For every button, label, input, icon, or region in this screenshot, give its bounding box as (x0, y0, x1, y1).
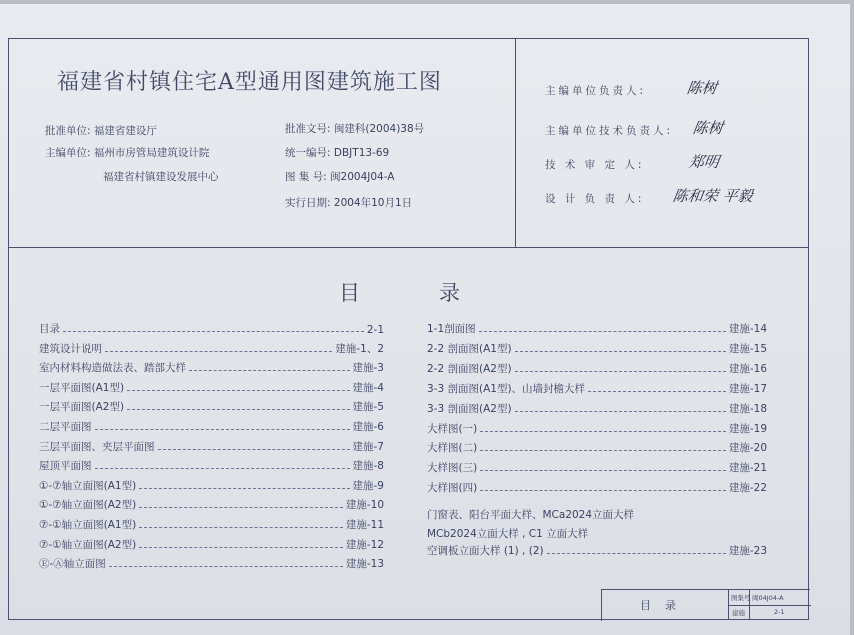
toc-entry[interactable] (39, 322, 384, 336)
toc-entry-title: 大样图(四) (427, 482, 478, 495)
drawing-frame (8, 38, 809, 620)
header-bottom-line (9, 247, 808, 248)
toc-entry[interactable] (39, 459, 384, 473)
toc-entry-page: 建施-13 (345, 558, 384, 571)
toc-entry-page: 建施-1、2 (335, 342, 384, 355)
effective-date: 实行日期: 2004年10月1日 (285, 197, 413, 209)
toc-title-left: 目 (339, 281, 360, 305)
title-block-drawing-label: 建施 (732, 609, 745, 617)
title-block-drawing-value: 2-1 (774, 608, 785, 616)
toc-entry-title: ⑦-①轴立面图(A2型) (39, 538, 137, 551)
toc-entry-page: 建施-8 (352, 460, 384, 473)
toc-leader (105, 351, 332, 352)
toc-entry-page: 建施-11 (345, 519, 384, 531)
toc-leader (588, 391, 726, 392)
toc-entry-title: 3-3 剖面图(A2型) (427, 402, 512, 415)
unified-number: 统一编号: DBJT13-69 (285, 147, 390, 159)
signature-1: 陈树 (685, 79, 719, 97)
toc-leader (480, 431, 726, 432)
toc-entry-title: ①-⑦轴立面图(A1型) (39, 479, 137, 492)
toc-entry[interactable] (427, 402, 767, 416)
signature-3: 郑明 (687, 153, 721, 171)
toc-entry-title: 1-1剖面图 (427, 323, 476, 335)
toc-entry[interactable] (427, 362, 767, 376)
toc-leader (139, 507, 343, 508)
toc-leader (480, 470, 726, 471)
toc-leader (95, 429, 350, 430)
toc-entry-title: 三层平面图、夹层平面图 (39, 440, 155, 453)
toc-entry-title: 2-2 剖面图(A2型) (427, 362, 512, 375)
toc-entry-title: 一层平面图(A2型) (39, 401, 125, 414)
toc-entry-title: 二层平面图 (39, 421, 92, 433)
toc-entry[interactable] (39, 518, 384, 532)
toc-entry-page: 建施-18 (728, 402, 767, 415)
toc-leader (139, 547, 343, 548)
toc-title-right: 录 (439, 281, 460, 305)
toc-entry-page: 建施-20 (728, 442, 767, 455)
toc-entry-page: 建施-7 (352, 440, 384, 453)
toc-entry-title: 大样图(一) (427, 422, 478, 435)
toc-entry[interactable] (39, 361, 384, 375)
toc-entry[interactable] (39, 440, 384, 454)
signature-label-1: 主编单位负责人: (545, 85, 647, 97)
toc-entry-page: 建施-5 (352, 401, 384, 414)
toc-entry-page: 建施-19 (728, 422, 767, 435)
drawing-sheet (0, 4, 850, 635)
header-divider (515, 39, 516, 247)
toc-entry-title: 目录 (39, 323, 60, 335)
toc-leader (109, 566, 343, 567)
signature-4: 陈和荣 平毅 (671, 187, 754, 205)
toc-entry-title: 室内材料构造做法表、踏部大样 (39, 362, 186, 375)
toc-leader (139, 488, 349, 489)
toc-entry[interactable] (39, 400, 384, 414)
toc-entry[interactable]: 空调板立面大样 (1) , (2) 建施-23 (427, 545, 767, 557)
toc-entry-page: 2-1 (366, 324, 384, 336)
toc-entry[interactable] (39, 557, 384, 571)
toc-leader (139, 527, 343, 528)
toc-entry[interactable] (427, 441, 767, 455)
signature-2: 陈树 (691, 119, 725, 137)
title-block (601, 589, 810, 621)
toc-entry[interactable] (39, 342, 384, 356)
signature-label-2: 主编单位技术负责人: (545, 125, 674, 137)
toc-entry-page: 建施-22 (728, 482, 767, 495)
toc-leader (480, 490, 726, 491)
toc-entry-title: ⑦-①轴立面图(A1型) (39, 519, 137, 531)
toc-entry[interactable] (427, 322, 767, 336)
toc-leader (515, 351, 726, 352)
signature-label-4: 设 计 负 责 人: (545, 193, 645, 205)
toc-entry-page: 建施-15 (728, 342, 767, 355)
toc-entry-title: Ⓔ-Ⓐ轴立面图 (39, 558, 106, 571)
toc-entry[interactable] (39, 381, 384, 395)
toc-entry-page: 建施-10 (345, 499, 384, 512)
toc-leader (95, 468, 350, 469)
signature-label-3: 技 术 审 定 人: (545, 159, 645, 171)
toc-leader (515, 411, 726, 412)
toc-leader (63, 331, 364, 332)
toc-entry-page: 建施-12 (345, 538, 384, 551)
toc-entry-title: 屋顶平面图 (39, 460, 92, 473)
toc-extra-line-1: 门窗表、阳台平面大样、MCa2024立面大样 (427, 509, 635, 521)
toc-entry-title: ①-⑦轴立面图(A2型) (39, 499, 137, 512)
toc-leader (189, 370, 350, 371)
editor-unit: 主编单位: 福州市房管局建筑设计院 (45, 147, 210, 159)
toc-leader (127, 390, 349, 391)
toc-entry-page: 建施-9 (352, 479, 384, 492)
title-block-atlas-label: 图集号 (731, 594, 751, 602)
title-block-name: 目录 (602, 590, 729, 620)
toc-entry-page: 建施-3 (352, 362, 384, 375)
toc-entry[interactable] (39, 498, 384, 512)
toc-entry[interactable] (427, 342, 767, 356)
toc-entry-title: 2-2 剖面图(A1型) (427, 342, 512, 355)
toc-entry-page: 建施-6 (352, 421, 384, 433)
toc-entry[interactable] (427, 422, 767, 436)
toc-entry-title: 一层平面图(A1型) (39, 381, 125, 394)
approval-doc: 批准文号: 闽建科(2004)38号 (285, 123, 425, 135)
toc-entry-page: 建施-16 (728, 362, 767, 375)
toc-entry[interactable] (39, 538, 384, 552)
toc-entry-page: 建施-4 (352, 381, 384, 394)
toc-leader (479, 331, 726, 332)
toc-entry-title: 建筑设计说明 (39, 342, 102, 355)
editor-unit-2: 福建省村镇建设发展中心 (103, 171, 219, 183)
toc-leader (127, 409, 349, 410)
toc-entry-page: 建施-21 (728, 462, 767, 475)
atlas-title: 福建省村镇住宅A型通用图建筑施工图 (57, 70, 442, 95)
toc-entry-title: 大样图(三) (427, 462, 478, 475)
toc-entry[interactable] (427, 481, 767, 495)
toc-entry[interactable] (39, 479, 384, 493)
toc-entry-title: 大样图(二) (427, 442, 478, 455)
toc-leader (158, 449, 350, 450)
toc-entry[interactable] (39, 420, 384, 434)
toc-leader (480, 450, 726, 451)
toc-extra-line-2: MCb2024立面大样 , C1 立面大样 (427, 528, 589, 540)
atlas-number: 图 集 号: 闽2004J04-A (285, 171, 395, 183)
approval-unit: 批准单位: 福建省建设厅 (45, 125, 157, 137)
toc-entry[interactable] (427, 382, 767, 396)
toc-entry[interactable] (427, 461, 767, 475)
toc-entry-title: 3-3 剖面图(A1型)、山墙封檐大样 (427, 382, 586, 395)
toc-leader (515, 371, 726, 372)
toc-entry-page: 建施-17 (728, 382, 767, 395)
toc-entry-page: 建施-14 (728, 323, 767, 335)
title-block-atlas-value: 闽04J04-A (752, 594, 784, 602)
